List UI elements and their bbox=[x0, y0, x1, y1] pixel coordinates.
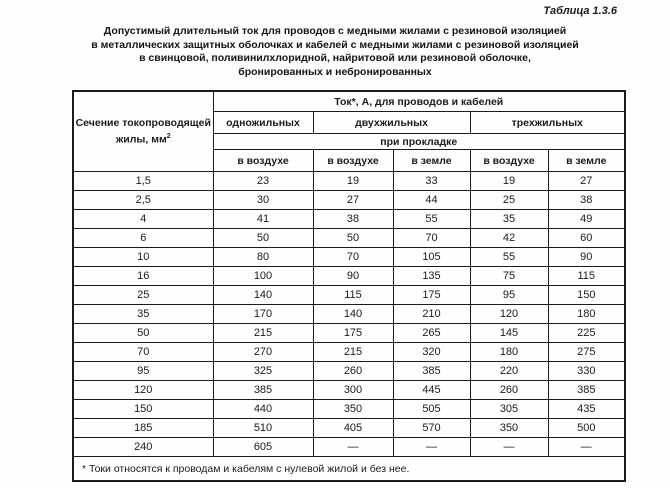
current-ratings-table bbox=[72, 90, 626, 482]
current-value-cell: 435 bbox=[548, 400, 625, 419]
current-value-cell: 270 bbox=[213, 343, 313, 362]
section-value-cell: 120 bbox=[73, 381, 213, 400]
title-line-1: Допустимый длительный ток для проводов с медными жилами с резиновой изоляцией bbox=[103, 25, 567, 37]
current-value-cell: 385 bbox=[548, 381, 625, 400]
current-value-cell: 49 bbox=[548, 210, 625, 229]
current-span-header: Ток*, А, для проводов и кабелей bbox=[213, 91, 625, 112]
section-value-cell: 240 bbox=[73, 438, 213, 457]
section-value-cell: 95 bbox=[73, 362, 213, 381]
table-row bbox=[73, 229, 625, 248]
current-value-cell: 180 bbox=[470, 343, 548, 362]
current-value-cell: 150 bbox=[548, 286, 625, 305]
current-value-cell: 90 bbox=[548, 248, 625, 267]
section-value-cell: 6 bbox=[73, 229, 213, 248]
current-value-cell: 440 bbox=[213, 400, 313, 419]
footnote: * Токи относятся к проводам и кабелям с нулевой жилой и без нее. bbox=[73, 457, 625, 482]
current-value-cell: 100 bbox=[213, 267, 313, 286]
current-value-cell: 115 bbox=[313, 286, 393, 305]
current-value-cell: 210 bbox=[393, 305, 470, 324]
current-value-cell: 605 bbox=[213, 438, 313, 457]
table-row bbox=[73, 343, 625, 362]
current-value-cell: 19 bbox=[313, 172, 393, 191]
section-value-cell: 16 bbox=[73, 267, 213, 286]
current-value-cell: 510 bbox=[213, 419, 313, 438]
current-value-cell: 50 bbox=[313, 229, 393, 248]
section-value-cell: 2,5 bbox=[73, 191, 213, 210]
current-value-cell: 55 bbox=[470, 248, 548, 267]
env-header-ground-2: в земле bbox=[548, 150, 625, 172]
current-value-cell: 320 bbox=[393, 343, 470, 362]
section-value-cell: 1,5 bbox=[73, 172, 213, 191]
title-line-4: бронированных и небронированных bbox=[238, 65, 432, 78]
current-value-cell: 500 bbox=[548, 419, 625, 438]
current-value-cell: 44 bbox=[393, 191, 470, 210]
current-value-cell: 38 bbox=[548, 191, 625, 210]
table-row bbox=[73, 267, 625, 286]
group-header-three-core: трехжильных bbox=[470, 112, 625, 134]
section-header-line2: жилы, мм bbox=[115, 133, 167, 146]
table-row bbox=[73, 286, 625, 305]
table-row bbox=[73, 324, 625, 343]
title-line-2: в металлических защитных оболочках и кабелей с медными жилами с резиновой изоляцией bbox=[91, 38, 579, 51]
table-row bbox=[73, 438, 625, 457]
section-header-line1: Сечение токопроводящей bbox=[75, 116, 211, 129]
current-value-cell: 445 bbox=[393, 381, 470, 400]
current-value-cell: 60 bbox=[548, 229, 625, 248]
current-value-cell: 38 bbox=[313, 210, 393, 229]
env-header-air-1: в воздухе bbox=[213, 150, 313, 172]
current-value-cell: 90 bbox=[313, 267, 393, 286]
current-value-cell: 27 bbox=[313, 191, 393, 210]
current-value-cell: 23 bbox=[213, 172, 313, 191]
current-value-cell: — bbox=[393, 438, 470, 457]
table-row bbox=[73, 400, 625, 419]
table-row bbox=[73, 210, 625, 229]
current-value-cell: 350 bbox=[470, 419, 548, 438]
current-value-cell: 95 bbox=[470, 286, 548, 305]
current-value-cell: 405 bbox=[313, 419, 393, 438]
table-row bbox=[73, 248, 625, 267]
section-value-cell: 50 bbox=[73, 324, 213, 343]
current-value-cell: 385 bbox=[393, 362, 470, 381]
env-header-air-2: в воздухе bbox=[313, 150, 393, 172]
current-value-cell: 135 bbox=[393, 267, 470, 286]
current-value-cell: 33 bbox=[393, 172, 470, 191]
section-column-header bbox=[73, 91, 213, 172]
current-value-cell: — bbox=[470, 438, 548, 457]
current-value-cell: 55 bbox=[393, 210, 470, 229]
section-value-cell: 150 bbox=[73, 400, 213, 419]
current-value-cell: 350 bbox=[313, 400, 393, 419]
current-value-cell: 27 bbox=[548, 172, 625, 191]
current-value-cell: 25 bbox=[470, 191, 548, 210]
current-value-cell: 120 bbox=[470, 305, 548, 324]
section-value-cell: 35 bbox=[73, 305, 213, 324]
env-header-ground-1: в земле bbox=[393, 150, 470, 172]
current-value-cell: 145 bbox=[470, 324, 548, 343]
current-value-cell: 50 bbox=[213, 229, 313, 248]
current-value-cell: 35 bbox=[470, 210, 548, 229]
section-value-cell: 4 bbox=[73, 210, 213, 229]
current-value-cell: 215 bbox=[213, 324, 313, 343]
table-title bbox=[0, 25, 670, 79]
current-value-cell: 215 bbox=[313, 343, 393, 362]
current-value-cell: 41 bbox=[213, 210, 313, 229]
current-value-cell: — bbox=[548, 438, 625, 457]
current-value-cell: — bbox=[313, 438, 393, 457]
current-value-cell: 115 bbox=[548, 267, 625, 286]
table-number-label: Таблица 1.3.6 bbox=[543, 5, 617, 17]
current-value-cell: 105 bbox=[393, 248, 470, 267]
current-value-cell: 225 bbox=[548, 324, 625, 343]
title-line-3: в свинцовой, поливинилхлоридной, найритовой или резиновой оболочке, bbox=[139, 52, 531, 64]
section-value-cell: 185 bbox=[73, 419, 213, 438]
current-value-cell: 80 bbox=[213, 248, 313, 267]
current-value-cell: 305 bbox=[470, 400, 548, 419]
current-value-cell: 385 bbox=[213, 381, 313, 400]
current-value-cell: 325 bbox=[213, 362, 313, 381]
current-value-cell: 42 bbox=[470, 229, 548, 248]
current-value-cell: 170 bbox=[213, 305, 313, 324]
current-value-cell: 260 bbox=[313, 362, 393, 381]
table-footer bbox=[73, 457, 625, 482]
table-row bbox=[73, 172, 625, 191]
section-header-superscript: 2 bbox=[166, 132, 171, 140]
group-header-single-core: одножильных bbox=[213, 112, 313, 134]
section-value-cell: 10 bbox=[73, 248, 213, 267]
current-value-cell: 175 bbox=[313, 324, 393, 343]
current-value-cell: 140 bbox=[313, 305, 393, 324]
env-header-air-3: в воздухе bbox=[470, 150, 548, 172]
table-row bbox=[73, 419, 625, 438]
current-value-cell: 300 bbox=[313, 381, 393, 400]
current-value-cell: 70 bbox=[313, 248, 393, 267]
current-value-cell: 330 bbox=[548, 362, 625, 381]
current-value-cell: 220 bbox=[470, 362, 548, 381]
section-value-cell: 25 bbox=[73, 286, 213, 305]
table-body bbox=[73, 172, 625, 457]
current-value-cell: 275 bbox=[548, 343, 625, 362]
section-value-cell: 70 bbox=[73, 343, 213, 362]
table-row bbox=[73, 381, 625, 400]
current-value-cell: 30 bbox=[213, 191, 313, 210]
current-value-cell: 570 bbox=[393, 419, 470, 438]
current-value-cell: 265 bbox=[393, 324, 470, 343]
current-value-cell: 140 bbox=[213, 286, 313, 305]
table-row bbox=[73, 305, 625, 324]
current-value-cell: 175 bbox=[393, 286, 470, 305]
current-value-cell: 19 bbox=[470, 172, 548, 191]
current-value-cell: 180 bbox=[548, 305, 625, 324]
group-header-two-core: двухжильных bbox=[313, 112, 470, 134]
current-value-cell: 75 bbox=[470, 267, 548, 286]
current-value-cell: 260 bbox=[470, 381, 548, 400]
laying-header: при прокладке bbox=[213, 134, 625, 150]
table-row bbox=[73, 191, 625, 210]
table-row bbox=[73, 362, 625, 381]
table-header bbox=[73, 91, 625, 172]
current-value-cell: 70 bbox=[393, 229, 470, 248]
current-value-cell: 505 bbox=[393, 400, 470, 419]
